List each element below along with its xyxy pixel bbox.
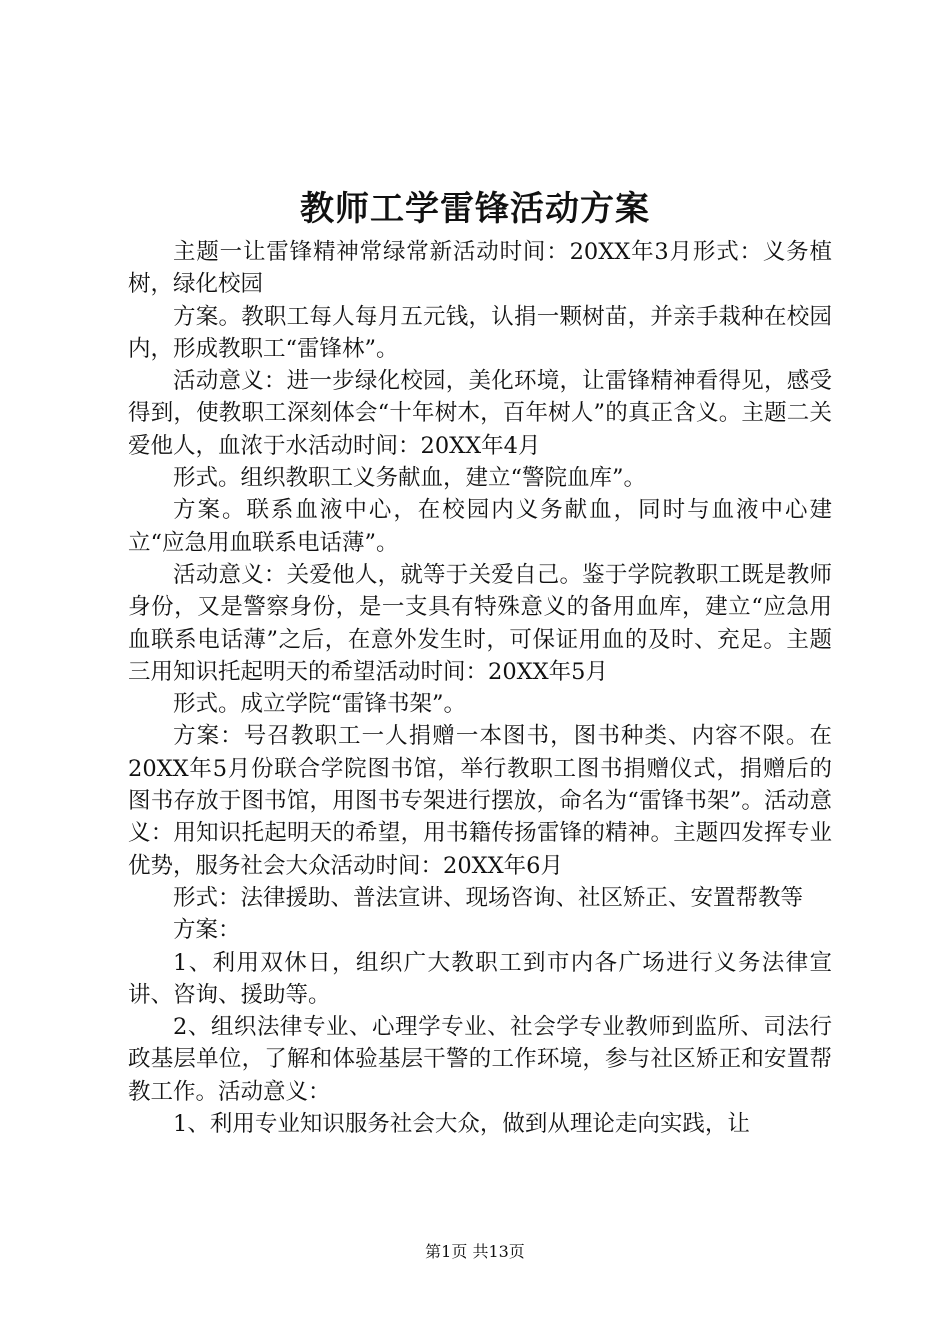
paragraph: 方案：号召教职工一人捐赠一本图书，图书种类、内容不限。在20XX年5月份联合学院图书馆，举行教职工图书捐赠仪式，捐赠后的图书存放于图书馆，用图书专架进行摆放，命名为“雷锋书架”。活动意义：用知识托起明天的希望，用书籍传扬雷锋的精神。主题四发挥专业优势，服务社会大众活动时间：20XX年6月 bbox=[128, 723, 832, 879]
paragraph: 形式：法律援助、普法宣讲、现场咨询、社区矫正、安置帮教等 bbox=[173, 884, 804, 911]
list-item: 1、利用专业知识服务社会大众，做到从理论走向实践，让 bbox=[173, 1111, 750, 1138]
page-number-footer: 第1页 共13页 bbox=[425, 1242, 525, 1261]
paragraph: 方案。联系血液中心，在校园内义务献血，同时与血液中心建立“应急用血联系电话薄”。 bbox=[128, 497, 832, 556]
document-title: 教师工学雷锋活动方案 bbox=[300, 189, 650, 229]
paragraph: 方案： bbox=[173, 917, 241, 944]
paragraph: 主题一让雷锋精神常绿常新活动时间：20XX年3月形式：义务植树，绿化校园 bbox=[128, 239, 832, 298]
paragraph: 活动意义：关爱他人，就等于关爱自己。鉴于学院教职工既是教师身份，又是警察身份，是一支具有特殊意义的备用血库，建立“应急用血联系电话薄”之后，在意外发生时，可保证用血的及时、充足。主题三用知识托起明天的希望活动时间：20XX年5月 bbox=[128, 561, 832, 685]
paragraph: 活动意义：进一步绿化校园，美化环境，让雷锋精神看得见，感受得到，使教职工深刻体会“十年树木，百年树人”的真正含义。主题二关爱他人，血浓于水活动时间：20XX年4月 bbox=[128, 368, 832, 459]
paragraph: 形式。成立学院“雷锋书架”。 bbox=[173, 691, 467, 718]
paragraph: 方案。教职工每人每月五元钱，认捐一颗树苗，并亲手栽种在校园内，形成教职工“雷锋林”。 bbox=[128, 303, 832, 362]
document-body bbox=[128, 236, 832, 1140]
paragraph: 形式。组织教职工义务献血，建立“警院血库”。 bbox=[173, 465, 647, 492]
list-item: 2、组织法律专业、心理学专业、社会学专业教师到监所、司法行政基层单位，了解和体验基层干警的工作环境，参与社区矫正和安置帮教工作。活动意义： bbox=[128, 1014, 832, 1105]
list-item: 1、利用双休日，组织广大教职工到市内各广场进行义务法律宣讲、咨询、援助等。 bbox=[128, 949, 832, 1008]
